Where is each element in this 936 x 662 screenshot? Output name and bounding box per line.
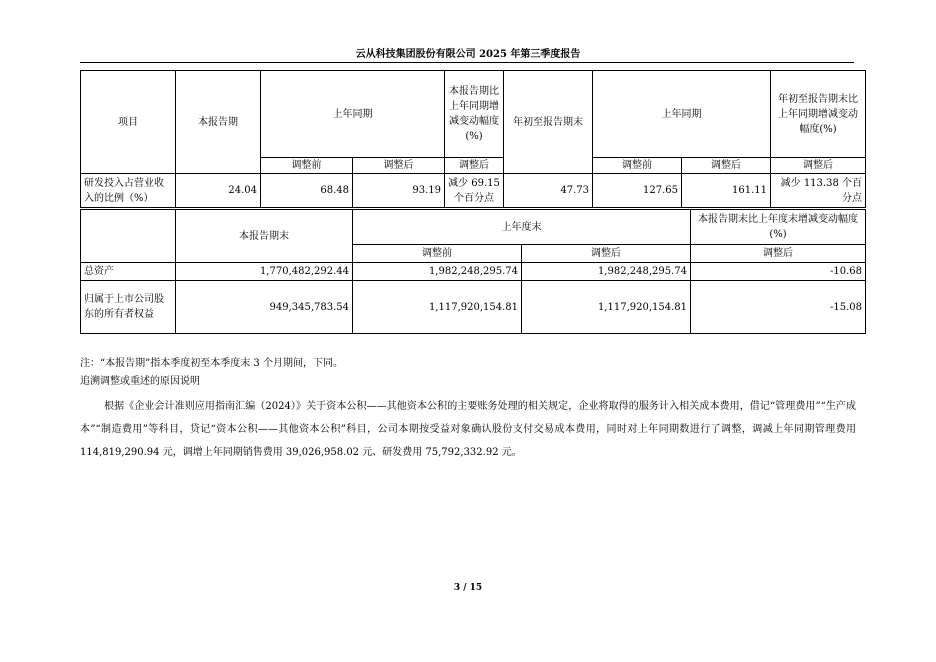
col-header-period-end: 本报告期末 (176, 210, 353, 263)
cell-current: 24.04 (176, 174, 261, 208)
row-label: 归属于上市公司股东的所有者权益 (81, 281, 176, 334)
restatement-heading: 追溯调整或重述的原因说明 (80, 376, 200, 387)
cell-after: 1,982,248,295.74 (522, 263, 691, 281)
subheader-after: 调整后 (522, 245, 691, 263)
subheader-after-ytd: 调整后 (682, 158, 771, 174)
subheader-after-change: 调整后 (445, 158, 504, 174)
period-note: 注：“本报告期”指本季度初至本季度末 3 个月期间，下同。 (80, 358, 343, 369)
page-number: 3 / 15 (453, 583, 483, 593)
assets-table (80, 209, 866, 334)
col-header-change: 本报告期末比上年度末增减变动幅度(%) (691, 210, 866, 245)
cell-period-end: 949,345,783.54 (176, 281, 353, 334)
table-row (81, 263, 866, 281)
cell-ytd: 47.73 (504, 174, 593, 208)
subheader-after: 调整后 (353, 158, 445, 174)
cell-before: 1,117,920,154.81 (353, 281, 522, 334)
report-header: 云从科技集团股份有限公司 2025 年第三季度报告 (355, 49, 581, 60)
col-header-change: 本报告期比上年同期增减变动幅度(%) (445, 71, 504, 158)
col-header-change-ytd: 年初至报告期末比上年同期增减变动幅度(%) (771, 71, 866, 158)
cell-change: -15.08 (691, 281, 866, 334)
subheader-before-ytd: 调整前 (593, 158, 682, 174)
col-header-prior: 上年同期 (261, 71, 445, 158)
row-label: 研发投入占营业收入的比例（%） (81, 174, 176, 208)
cell-prior-before: 68.48 (261, 174, 353, 208)
subheader-after-change-ytd: 调整后 (771, 158, 866, 174)
subheader-after-change: 调整后 (691, 245, 866, 263)
header-rule (80, 62, 854, 63)
col-header-current: 本报告期 (176, 71, 261, 174)
cell-prior-ytd-before: 127.65 (593, 174, 682, 208)
table-row (81, 281, 866, 334)
rd-ratio-table (80, 70, 866, 208)
col-header-ytd: 年初至报告期末 (504, 71, 593, 174)
cell-prior-ytd-after: 161.11 (682, 174, 771, 208)
cell-change-ytd: 减少 113.38 个百分点 (771, 174, 866, 208)
col-header-item: 项目 (81, 71, 176, 174)
restatement-body: 根据《企业会计准则应用指南汇编（2024）》关于资本公积——其他资本公积的主要账务处理的相关规定，企业将取得的服务计入相关成本费用，借记“管理费用”“生产成本”“制造费用”等科目，贷记“资本公积——其他资本公积”科目，公司本期按受益对象确认股份支付交易成本费用，同时对上年同期数进行了调整，调减上年同期管理费用 114,819,290.94 元，调增上年同期销售费用 39,026,958.02 元、研发费用 75,792,332.92 元。 (80, 401, 856, 458)
blank-header-cell (81, 210, 176, 263)
cell-change: 减少 69.15 个百分点 (445, 174, 504, 208)
cell-period-end: 1,770,482,292.44 (176, 263, 353, 281)
subheader-before: 调整前 (261, 158, 353, 174)
cell-prior-after: 93.19 (353, 174, 445, 208)
row-label: 总资产 (81, 263, 176, 281)
cell-after: 1,117,920,154.81 (522, 281, 691, 334)
col-header-prior-year-end: 上年度末 (353, 210, 691, 245)
col-header-prior-ytd: 上年同期 (593, 71, 771, 158)
cell-before: 1,982,248,295.74 (353, 263, 522, 281)
cell-change: -10.68 (691, 263, 866, 281)
subheader-before: 调整前 (353, 245, 522, 263)
table-row (81, 174, 866, 208)
